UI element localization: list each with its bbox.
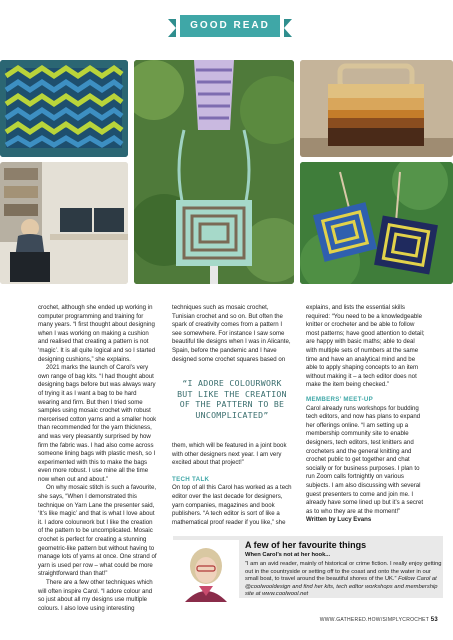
paragraph: Carol already runs workshops for budding tech editors, and now has plans to expand her offerings online. “I am setting up a membership community site to enable designers, tech editors, test knitters and crocheters and the general knitting and crochet public to get together and chat socially or for business purposes. I plan to run Zoom calls fortnightly on various subjects. I am also discussing with several guest presenters to come and join me. I already have some lined up but it’s a secret as to who they are at the moment!” <box>306 404 424 515</box>
subheading-members-meetup: MEMBERS’ MEET-UP <box>306 396 374 403</box>
striped-tote-photo <box>300 60 453 157</box>
paragraph: explains, and lists the essential skills required: “You need to be a knowledgeable knitter or crocheter and be able to follow most patterns; have good attention to detail; are happy with basic maths; able to deal with multiple sets of numbers at the same time and have an analytical mind and be able to apply shaping concepts to an item without making it – a tech editor does not make the item being checked.” <box>306 304 425 389</box>
mosaic-bag-photo <box>134 60 294 284</box>
paragraph: There are a few other techniques which will often inspire Carol. “I adore colour and so just about all my designs use multiple colours. I also love using interesting <box>38 579 153 612</box>
mosaic-purses-photo <box>300 162 453 284</box>
article-column-2-continued <box>172 442 292 527</box>
paragraph: them, which will be featured in a joint book with other designers next year. I am very excited about that project!” <box>172 442 287 467</box>
article-column-1 <box>38 304 158 613</box>
paragraph: 2021 marks the launch of Carol’s very own range of bag kits. “I had thought about designing bags before but was always wary of trying it as I want a bag to be hard wearing and firm. But then I tried some samples using mosaic crochet with robust mercerised cotton yarns and a smaller hook than recommended for the yarn thickness, and was very pleasantly surprised by how firm the fabric was. I had also come across someone lining bags with plastic mesh, so I experimented with this to make the bags even more robust. I use mine all the time now when out and about.” <box>38 364 157 483</box>
favourites-quote: “I am an avid reader, mainly of historical or crime fiction. I really enjoy getting out in the countryside or setting off to the coast and onto the water in our small boat, to travel around the beautiful shores of the UK.” <box>245 561 442 583</box>
favourites-follow: Follow Carol at @coolwooldesign and find her kits, tech editor workshops and membership site at www.coolwool.net <box>245 576 438 598</box>
article-column-2 <box>172 304 292 364</box>
article-column-3-continued <box>306 396 426 525</box>
cushion-photo <box>0 60 128 157</box>
subheading-tech-talk: TECH TALK <box>172 475 210 483</box>
favourites-body <box>245 561 445 599</box>
favourites-title: A few of her favourite things <box>245 540 367 550</box>
favourites-subtitle: When Carol’s not at her hook... <box>245 552 331 558</box>
pull-quote: “I ADORE COLOURWORK BUT LIKE THE CREATION OF THE PATTERN TO BE UNCOMPLICATED” <box>177 378 287 420</box>
page-number: 53 <box>430 617 438 623</box>
footer-url: WWW.GATHERED.HOW/SIMPLYCROCHET <box>319 617 430 623</box>
paragraph: On top of all this Carol has worked as a tech editor over the last decade for designers, yarn companies, magazines and book publishers. “A tech editor is sort of like a mathematical proof reader if you like,” she <box>172 484 292 526</box>
banner-label: GOOD READ <box>190 20 270 31</box>
paragraph: techniques such as mosaic crochet, Tunisian crochet and so on. But often the spark of creativity comes from a pattern I see somewhere. For instance I saw some beautiful tile designs when I was in Alicante, Spain, before the pandemic and I have designed some crochet squares based on <box>172 304 291 363</box>
paragraph: On why mosaic stitch is such a favourite, she says, “When I demonstrated this technique on Yarn Lane the presenter said, ‘It’s like magic’ and that is what I love about it. I adore colourwork but I like the creation of the pattern to be uncomplicated. Mosaic crochet is perfect for creating a stunning geometric-like pattern but without having to manage lots of yarns at once. One strand of yarn is used per row – what could be more straightforward than that!” <box>38 484 157 578</box>
page-footer <box>308 617 438 623</box>
byline: Written by Lucy Evans <box>306 516 372 524</box>
paragraph: crochet, although she ended up working in computer programming and training for many years. “I first thought about designing when I was working on making a cushion and realised that creating a pattern is not ‘magic’. It is all quite logical and so I started designing cushions,” she explains. <box>38 304 156 363</box>
office-photo <box>0 162 128 284</box>
article-column-3 <box>306 304 426 390</box>
carol-portrait-photo <box>173 540 239 602</box>
section-banner <box>180 15 280 37</box>
